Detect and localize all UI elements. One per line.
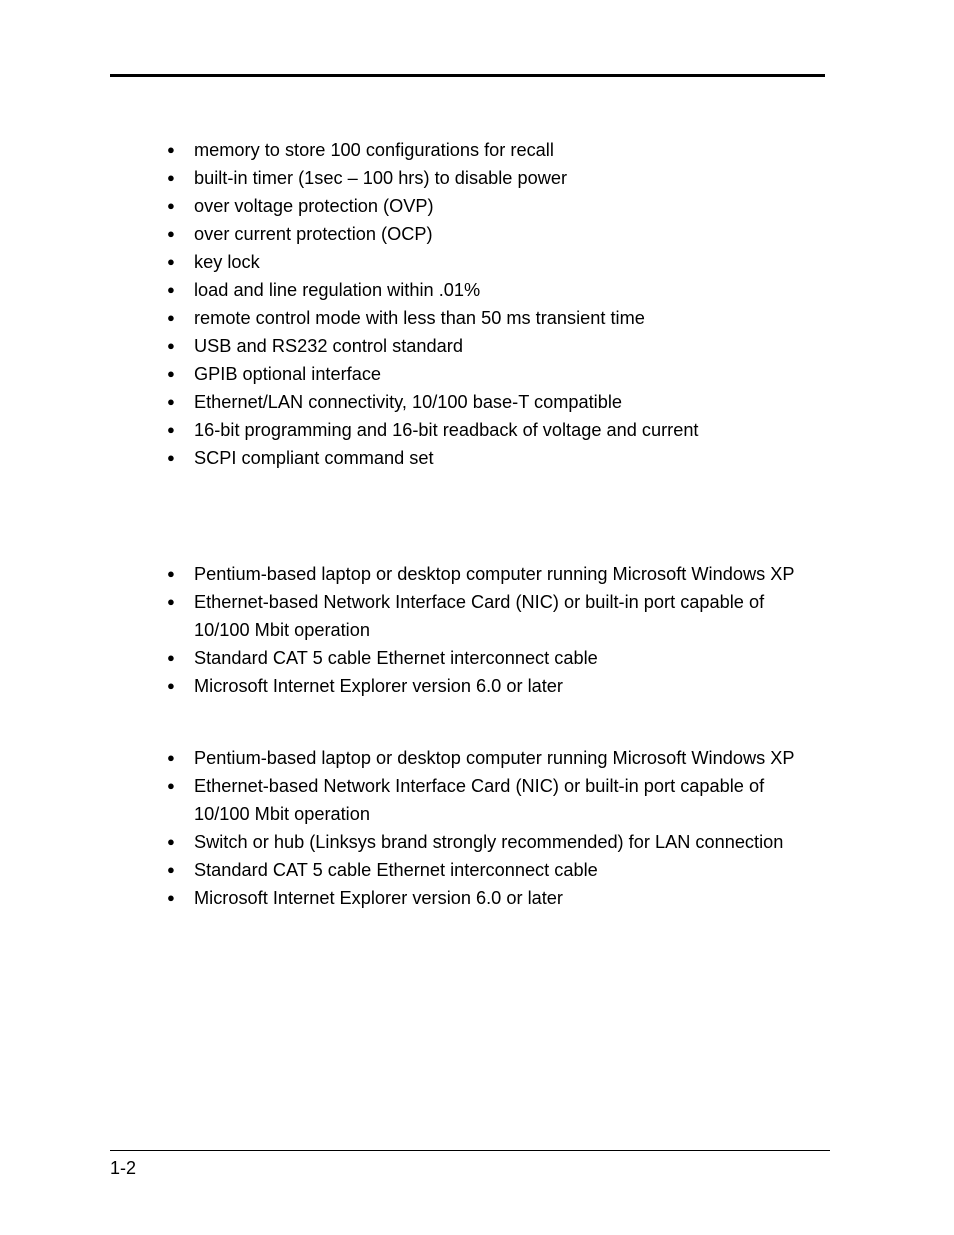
bullet-icon: ●	[167, 450, 175, 465]
list-item	[162, 276, 842, 304]
list-item	[162, 744, 842, 772]
bullet-icon: ●	[167, 254, 175, 269]
list-item	[162, 444, 842, 472]
list-item	[162, 248, 842, 276]
list-item-text: USB and RS232 control standard	[194, 336, 463, 356]
list-item-text: Standard CAT 5 cable Ethernet interconnect cable	[194, 860, 598, 880]
bullet-icon: ●	[167, 834, 175, 849]
bullet-icon: ●	[167, 226, 175, 241]
list-item-text: built-in timer (1sec – 100 hrs) to disable power	[194, 168, 568, 188]
list-item	[162, 884, 842, 912]
list-item	[162, 220, 842, 248]
bullet-icon: ●	[167, 678, 175, 693]
feature-list	[162, 136, 842, 472]
list-item	[162, 560, 842, 588]
list-item-text: GPIB optional interface	[194, 364, 382, 384]
list-item-text: Microsoft Internet Explorer version 6.0 or later	[194, 676, 563, 696]
list-item	[162, 136, 842, 164]
list-item-continuation	[162, 800, 842, 828]
bullet-icon: ●	[167, 566, 175, 581]
list-item	[162, 772, 842, 800]
list-item-text: Switch or hub (Linksys brand strongly recommended) for LAN connection	[194, 832, 784, 852]
list-item	[162, 388, 842, 416]
list-item-text: Ethernet-based Network Interface Card (NIC) or built-in port capable of	[194, 592, 765, 612]
list-item-text: Standard CAT 5 cable Ethernet interconnect cable	[194, 648, 598, 668]
list-item	[162, 856, 842, 884]
bullet-icon: ●	[167, 394, 175, 409]
bullet-icon: ●	[167, 282, 175, 297]
bullet-icon: ●	[167, 170, 175, 185]
list-item	[162, 588, 842, 616]
bullet-icon: ●	[167, 142, 175, 157]
bullet-icon: ●	[167, 778, 175, 793]
header-rule	[110, 74, 825, 77]
list-item-text: Microsoft Internet Explorer version 6.0 or later	[194, 888, 563, 908]
list-item-text: over current protection (OCP)	[194, 224, 433, 244]
list-item-text: over voltage protection (OVP)	[194, 196, 434, 216]
list-item	[162, 672, 842, 700]
list-item-text: Ethernet-based Network Interface Card (NIC) or built-in port capable of	[194, 776, 765, 796]
list-item	[162, 644, 842, 672]
list-item	[162, 360, 842, 388]
bullet-icon: ●	[167, 422, 175, 437]
list-item	[162, 192, 842, 220]
list-item-text: Pentium-based laptop or desktop computer running Microsoft Windows XP	[194, 564, 795, 584]
list-item	[162, 332, 842, 360]
list-item-text: SCPI compliant command set	[194, 448, 434, 468]
bullet-icon: ●	[167, 594, 175, 609]
direct-connection-requirements-list	[162, 560, 842, 700]
list-item	[162, 828, 842, 856]
list-item-text: memory to store 100 configurations for recall	[194, 140, 554, 160]
list-item	[162, 304, 842, 332]
list-item-text: load and line regulation within .01%	[194, 280, 481, 300]
bullet-icon: ●	[167, 650, 175, 665]
bullet-icon: ●	[167, 366, 175, 381]
list-item-text: Pentium-based laptop or desktop computer running Microsoft Windows XP	[194, 748, 795, 768]
list-item-text: 10/100 Mbit operation	[194, 804, 370, 824]
list-item	[162, 164, 842, 192]
list-item-text: Ethernet/LAN connectivity, 10/100 base-T compatible	[194, 392, 622, 412]
page-number: 1-2	[110, 1158, 137, 1178]
list-item-text: key lock	[194, 252, 260, 272]
list-item-text: 10/100 Mbit operation	[194, 620, 370, 640]
lan-connection-requirements-list	[162, 744, 842, 912]
list-item	[162, 416, 842, 444]
bullet-icon: ●	[167, 890, 175, 905]
footer-rule	[110, 1150, 830, 1151]
list-item-text: 16-bit programming and 16-bit readback of voltage and current	[194, 420, 699, 440]
bullet-icon: ●	[167, 198, 175, 213]
bullet-icon: ●	[167, 862, 175, 877]
bullet-icon: ●	[167, 750, 175, 765]
bullet-icon: ●	[167, 310, 175, 325]
bullet-icon: ●	[167, 338, 175, 353]
list-item-continuation	[162, 616, 842, 644]
list-item-text: remote control mode with less than 50 ms transient time	[194, 308, 645, 328]
